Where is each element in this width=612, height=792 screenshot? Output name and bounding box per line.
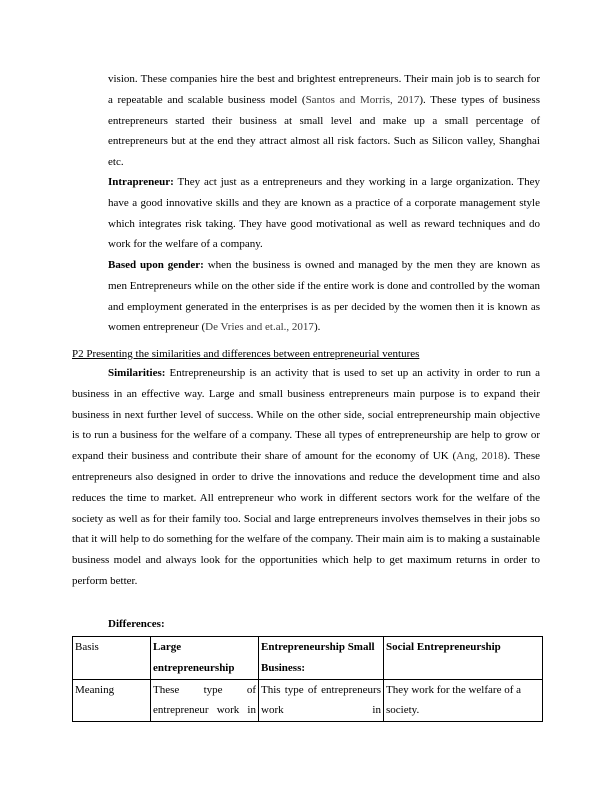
paragraph-business-entrepreneurs: vision. These companies hire the best and brightest entrepreneurs. Their main job is to search for a repeatable and scalable business model (Santos and Morris, 2017). These types of business entrepreneurs started their business at small level and make up a small percentage of entrepreneurs but at the end they attract almost all risk factors. Such as Silicon valley, Shanghai etc. [108,73,540,169]
paragraph-gender: Based upon gender: when the business is owned and managed by the men they are known as men Entrepreneurs while on the other side if the entire work is done and controlled by the woman and employment generated in the enterprises is as per decided by the women then it is known as women entrepreneur (De Vries and et.al., 2017). [108,259,540,334]
differences-table [72,636,543,722]
table-cell: They work for the welfare of a society. [384,679,543,722]
citation: De Vries and et.al., 2017 [205,321,314,334]
citation: Santos and Morris, 2017 [305,93,420,106]
table-cell: Meaning [73,679,151,722]
section-heading: P2 Presenting the similarities and differences between entrepreneurial ventures [72,348,420,360]
header-cell: Large entrepreneurship [151,637,259,680]
header-cell: Social Entrepreneurship [384,637,543,680]
differences-label: Differences: [108,618,165,630]
term-label: Intrapreneur: [108,176,174,188]
table-header-row [73,637,543,680]
table-row [73,679,543,722]
paragraph-intrapreneur: Intrapreneur: They act just as a entrepreneurs and they working in a large organization. They have a good innovative skills and they are known as a practice of a corporate management style which integrates risk taking. They have good motivational as well as reward techniques and do work for the welfare of a company. [108,176,540,251]
header-cell: Entrepreneurship Small Business: [259,637,384,680]
citation: Ang, 2018 [456,450,504,463]
term-label: Similarities: [108,367,166,379]
table-cell: These type of entrepreneur work in [151,679,259,722]
table-cell: This type of entrepreneurs work in [259,679,384,722]
term-label: Based upon gender: [108,259,204,271]
header-cell: Basis [73,637,151,680]
paragraph-similarities: Similarities: Entrepreneurship is an activity that is used to set up an activity in order to run a business in an effective way. Large and small business entrepreneurs main purpose is to expand their business in next further level of success. While on the other side, social entrepreneurship main objective is to run a business for the welfare of a company. These all types of entrepreneurship are help to grow or expand their business and contribute their share of amount for the economy of UK (Ang, 2018). These entrepreneurs also designed in order to drive the innovations and reduce the development time and also reduces the time to market. All entrepreneur who work in different sectors work for the welfare of the society as well as for their family too. Social and large entrepreneurs involves themselves in their jobs so that it will help to do something for the welfare of the company. Their main aim is to making a sustainable business model and always look for the opportunities which help to get maximum returns in order to perform better. [72,367,540,587]
